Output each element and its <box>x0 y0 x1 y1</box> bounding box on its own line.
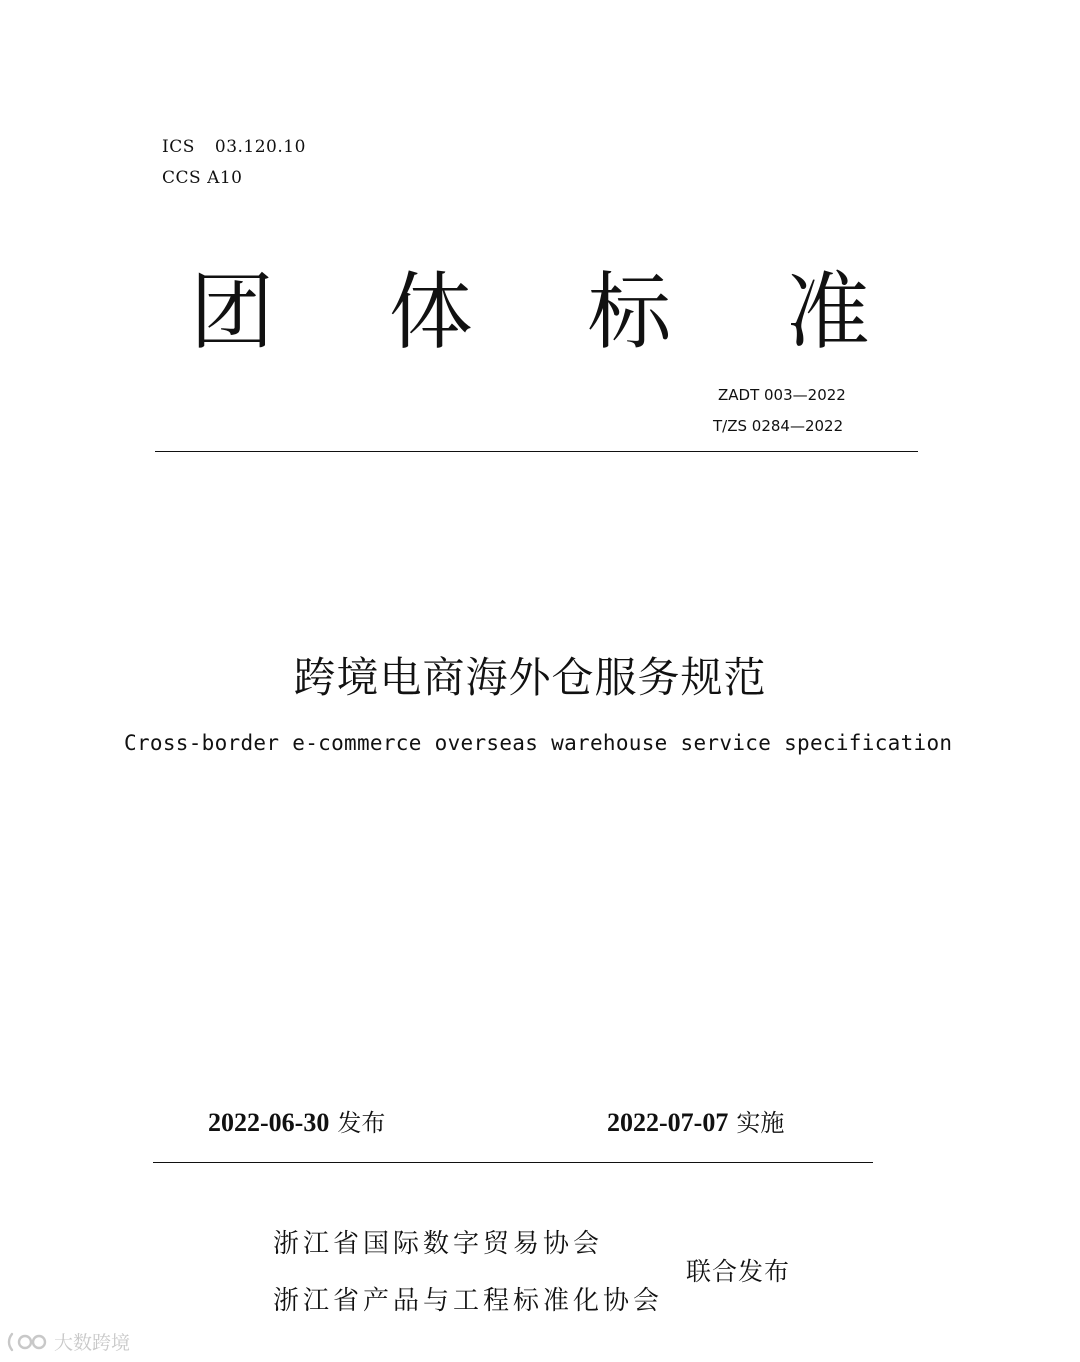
watermark-logo-icon <box>6 1331 48 1353</box>
watermark-text: 大数跨境 <box>54 1332 131 1354</box>
ccs-classification: CCS A10 <box>162 168 243 188</box>
ics-code: 03.120.10 <box>214 137 306 157</box>
joint-publish-label: 联合发布 <box>686 1257 791 1286</box>
publisher-org-2: 浙江省产品与工程标准化协会 <box>273 1286 664 1316</box>
publish-date: 2022-06-30 <box>208 1108 330 1137</box>
footer-divider <box>153 1162 873 1163</box>
heading-char-4: 准 <box>785 263 870 361</box>
implement-date-block <box>607 1103 784 1138</box>
document-title-chinese: 跨境电商海外仓服务规范 <box>293 653 767 702</box>
document-type-heading <box>190 262 870 362</box>
standard-code-tzs: T/ZS 0284—2022 <box>713 417 844 435</box>
heading-char-1: 团 <box>190 263 275 361</box>
ics-label: ICS <box>162 137 195 157</box>
heading-char-2: 体 <box>388 263 473 361</box>
standard-code-zadt: ZADT 003—2022 <box>718 386 846 404</box>
publish-label: 发布 <box>337 1109 386 1137</box>
implement-label: 实施 <box>736 1109 785 1137</box>
publish-date-block <box>208 1103 385 1138</box>
document-title-english: Cross-border e-commerce overseas warehouse service specification <box>124 731 953 755</box>
publisher-org-1: 浙江省国际数字贸易协会 <box>273 1229 604 1259</box>
watermark <box>6 1328 130 1355</box>
heading-char-3: 标 <box>587 263 672 361</box>
ics-classification <box>162 137 306 157</box>
implement-date: 2022-07-07 <box>607 1108 729 1137</box>
header-divider <box>155 451 918 452</box>
